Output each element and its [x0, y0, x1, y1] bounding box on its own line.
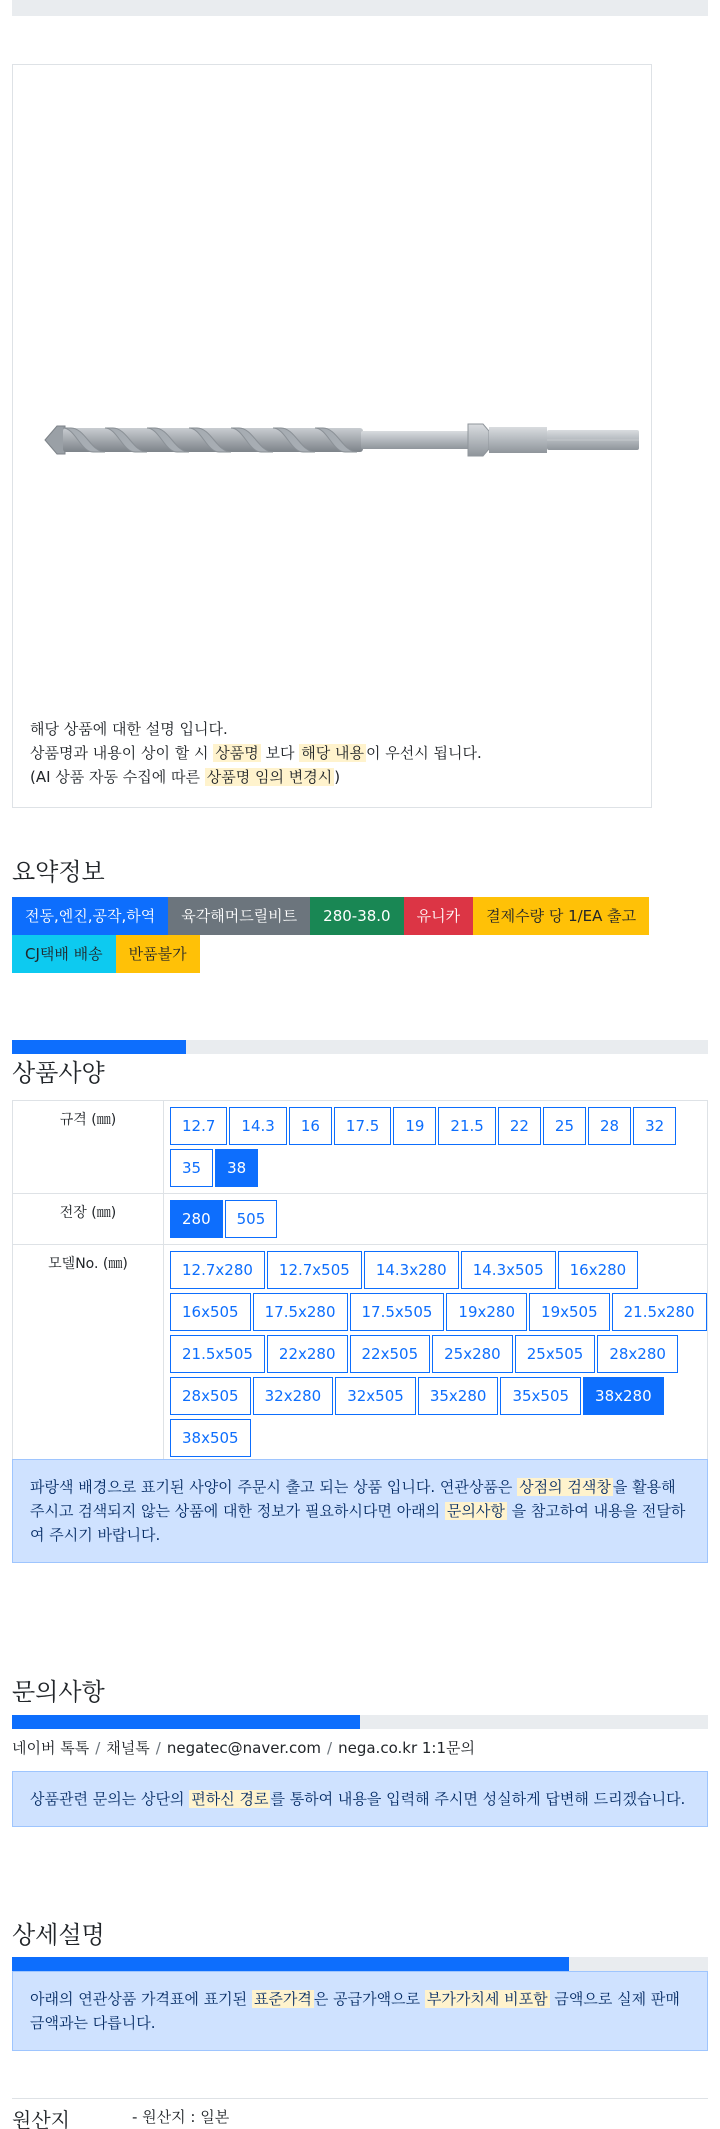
detail-title: 상세설명 — [12, 1921, 105, 1949]
spec-option-button[interactable]: 14.3 — [229, 1107, 286, 1145]
spec-options — [168, 1105, 707, 1189]
spec-row-label: 규격 (㎜) — [13, 1101, 164, 1194]
highlight-content: 해당 내용 — [301, 744, 364, 762]
spec-option-button[interactable]: 12.7x505 — [267, 1251, 362, 1289]
spec-row — [13, 1194, 708, 1245]
spec-option-button[interactable]: 17.5x280 — [253, 1293, 348, 1331]
summary-badge: 전동,엔진,공작,하역 — [12, 897, 168, 935]
spec-options — [168, 1249, 707, 1459]
spec-option-button[interactable]: 32x505 — [335, 1377, 416, 1415]
summary-badge: 반품불가 — [116, 935, 200, 973]
top-bar — [12, 0, 708, 16]
description-line-2 — [30, 741, 482, 765]
spec-option-button[interactable]: 25x505 — [515, 1335, 596, 1373]
channel-separator: / — [155, 1739, 161, 1757]
spec-option-button[interactable]: 21.5 — [438, 1107, 495, 1145]
inquiry-title: 문의사항 — [12, 1678, 105, 1706]
inquiry-notice — [12, 1771, 708, 1827]
spec-option-button[interactable]: 16 — [289, 1107, 332, 1145]
spec-option-button[interactable]: 35x280 — [418, 1377, 499, 1415]
channel-separator: / — [327, 1739, 333, 1757]
spec-options-cell — [164, 1245, 708, 1464]
spec-option-button[interactable]: 25 — [543, 1107, 586, 1145]
spec-option-button[interactable]: 19x280 — [446, 1293, 527, 1331]
summary-badges — [12, 897, 708, 973]
spec-option-button[interactable]: 38x280 — [583, 1377, 664, 1415]
description-text: 이 우선시 됩니다. — [365, 744, 482, 762]
spec-notice — [12, 1459, 708, 1563]
spec-row-label: 전장 (㎜) — [13, 1194, 164, 1245]
spec-option-button[interactable]: 28x280 — [597, 1335, 678, 1373]
spec-option-button[interactable]: 22x280 — [267, 1335, 348, 1373]
spec-options-cell — [164, 1101, 708, 1194]
spec-option-button[interactable]: 19 — [393, 1107, 436, 1145]
highlight-vat-excluded: 부가가치세 비포함 — [426, 1990, 548, 2008]
notice-text: 상품관련 문의는 상단의 — [30, 1790, 190, 1808]
highlight-name-change: 상품명 임의 변경시 — [206, 768, 333, 786]
spec-option-button[interactable]: 28x505 — [170, 1377, 251, 1415]
highlight-shop-search: 상점의 검색창 — [519, 1478, 611, 1496]
origin-divider — [12, 2098, 708, 2099]
spec-option-button[interactable]: 21.5x280 — [612, 1293, 707, 1331]
channel-separator: / — [95, 1739, 101, 1757]
spec-option-button[interactable]: 35 — [170, 1149, 213, 1187]
spec-option-button[interactable]: 17.5 — [334, 1107, 391, 1145]
summary-badge: 280-38.0 — [310, 897, 403, 935]
product-description — [30, 717, 482, 789]
spec-table — [12, 1100, 708, 1464]
description-text: ) — [334, 768, 341, 786]
spec-option-button[interactable]: 14.3x280 — [364, 1251, 459, 1289]
summary-badge: 결제수량 당 1/EA 출고 — [473, 897, 649, 935]
spec-option-button[interactable]: 32 — [633, 1107, 676, 1145]
inquiry-progress-bar — [12, 1715, 708, 1729]
highlight-preferred-route: 편하신 경로 — [191, 1790, 269, 1808]
spec-options — [168, 1198, 707, 1240]
summary-badge: 육각해머드릴비트 — [168, 897, 310, 935]
notice-text: 를 통하여 내용을 입력해 주시면 성실하게 답변해 드리겠습니다. — [270, 1790, 686, 1808]
notice-text: 을 참고하여 내용을 전달하여 주시기 바랍니다. — [30, 1502, 686, 1544]
notice-text: 아래의 연관상품 가격표에 표기된 — [30, 1990, 252, 2008]
spec-option-button[interactable]: 16x280 — [558, 1251, 639, 1289]
description-line-1: 해당 상품에 대한 설명 입니다. — [30, 720, 228, 738]
summary-badge: 유니카 — [404, 897, 473, 935]
description-line-3 — [30, 765, 482, 789]
spec-option-button[interactable]: 22 — [498, 1107, 541, 1145]
product-image-card — [12, 64, 652, 808]
badge-row — [12, 897, 708, 935]
spec-option-button[interactable]: 35x505 — [500, 1377, 581, 1415]
spec-option-button[interactable]: 16x505 — [170, 1293, 251, 1331]
contact-channel-link[interactable]: negatec@naver.com — [166, 1739, 322, 1757]
spec-option-button[interactable]: 38 — [215, 1149, 258, 1187]
hammer-drill-bit-image — [43, 410, 643, 470]
description-text: 보다 — [260, 744, 300, 762]
summary-badge: CJ택배 배송 — [12, 935, 116, 973]
spec-progress-bar — [12, 1040, 708, 1054]
origin-value: - 원산지 : 일본 — [132, 2108, 230, 2126]
highlight-standard-price: 표준가격 — [253, 1990, 312, 2008]
origin-label: 원산지 — [12, 2108, 70, 2129]
spec-option-button[interactable]: 22x505 — [350, 1335, 431, 1373]
contact-channel-link[interactable]: 네이버 톡톡 — [12, 1739, 90, 1757]
spec-option-button[interactable]: 17.5x505 — [350, 1293, 445, 1331]
spec-option-button[interactable]: 28 — [588, 1107, 631, 1145]
description-text: 상품명과 내용이 상이 할 시 — [30, 744, 214, 762]
spec-options-cell — [164, 1194, 708, 1245]
spec-option-button[interactable]: 32x280 — [253, 1377, 334, 1415]
spec-row-label: 모델No. (㎜) — [13, 1245, 164, 1464]
detail-notice — [12, 1971, 708, 2051]
spec-option-button[interactable]: 19x505 — [529, 1293, 610, 1331]
spec-option-button[interactable]: 12.7 — [170, 1107, 227, 1145]
spec-option-button[interactable]: 505 — [225, 1200, 278, 1238]
spec-row — [13, 1101, 708, 1194]
contact-channels — [12, 1737, 475, 1758]
spec-title: 상품사양 — [12, 1059, 105, 1087]
notice-text: 파랑색 배경으로 표기된 사양이 주문시 출고 되는 상품 입니다. 연관상품은 — [30, 1478, 518, 1496]
badge-row — [12, 935, 708, 973]
notice-text: 은 공급가액으로 — [313, 1990, 425, 2008]
spec-option-button[interactable]: 21.5x505 — [170, 1335, 265, 1373]
notice-text: 금액으로 실제 판매금액과는 다릅니다. — [30, 1990, 680, 2032]
notice-text: 을 활용해 주시고 검색되지 않는 상품에 대한 정보가 필요하시다면 아래의 — [30, 1478, 676, 1520]
highlight-product-name: 상품명 — [215, 744, 259, 762]
spec-option-button[interactable]: 38x505 — [170, 1419, 251, 1457]
contact-channel-link[interactable]: nega.co.kr 1:1문의 — [338, 1739, 475, 1757]
progress-fill — [12, 1715, 360, 1729]
progress-fill — [12, 1957, 569, 1971]
contact-channel-link[interactable]: 채널톡 — [106, 1739, 150, 1757]
spec-option-button[interactable]: 25x280 — [432, 1335, 513, 1373]
description-text: (AI 상품 자동 수집에 따른 — [30, 768, 205, 786]
spec-option-button[interactable]: 14.3x505 — [461, 1251, 556, 1289]
spec-option-button[interactable]: 280 — [170, 1200, 223, 1238]
summary-title: 요약정보 — [12, 858, 105, 886]
spec-option-button[interactable]: 12.7x280 — [170, 1251, 265, 1289]
progress-fill — [12, 1040, 186, 1054]
spec-row — [13, 1245, 708, 1464]
highlight-inquiry: 문의사항 — [446, 1502, 505, 1520]
detail-progress-bar — [12, 1957, 708, 1971]
